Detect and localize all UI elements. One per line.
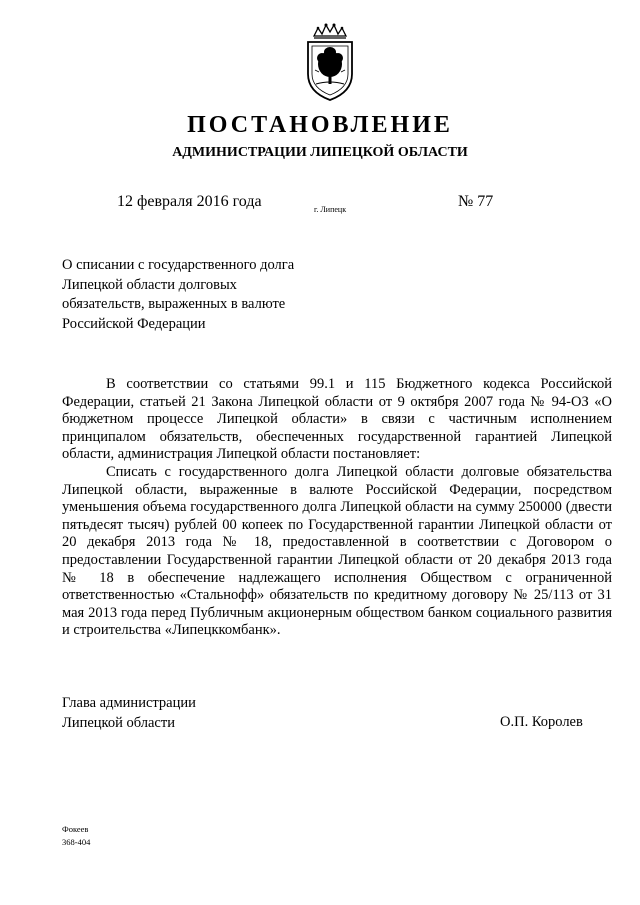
topic-line: обязательств, выраженных в валюте (62, 296, 286, 312)
signatory-position-line: Глава администрации (62, 695, 196, 711)
document-date: 12 февраля 2016 года (117, 193, 262, 210)
topic-line: О списании с государственного долга (62, 257, 295, 273)
executor-name: Фокеев (62, 824, 89, 834)
signatory-position-line: Липецкой области (62, 714, 175, 731)
document-body (62, 376, 612, 640)
body-paragraph-preamble: В соответствии со статьями 99.1 и 115 Бюджетного кодекса Российской Федерации, статьей 21 Закона Липецкой области от 9 октября 2007 года № 94-ОЗ «О бюджетном процессе Липецкой области» в связи с частичным исполнением принципалом обязательств, обеспеченных государственной гарантией Липецкой области, администрация Липецкой области постановляет: (62, 376, 612, 463)
signatory-position (62, 694, 196, 733)
document-topic (62, 256, 352, 334)
document-city: г. Липецк (314, 205, 347, 214)
executor-info (62, 823, 90, 849)
topic-line: Липецкой области долговых (62, 276, 237, 293)
document-number: № 77 (458, 193, 494, 210)
document-title: ПОСТАНОВЛЕНИЕ (187, 112, 453, 138)
topic-line: Российской Федерации (62, 315, 206, 332)
signatory-name: О.П. Королев (500, 714, 583, 730)
coat-of-arms-icon (300, 22, 360, 102)
executor-phone: 368-404 (62, 837, 91, 847)
body-paragraph-resolution: Списать с государственного долга Липецкой области долговые обязательства Липецкой области, выраженные в валюте Российской Федерации, посредством уменьшения объема государственного долга Липецкой области на сумму 250000 (двести пятьдесят тысяч) рублей 00 копеек по Государственной гарантии Липецкой области от 20 декабря 2013 года № 18, предоставленной в соответствии с Договором о предоставлении Государственной гарантии Липецкой области от 20 декабря 2013 года № 18 в обеспечение надлежащего исполнения Обществом с ограниченной ответственностью «Стальнофф» обязательств по кредитному договору № 25/113 от 31 мая 2013 года перед Публичным акционерным обществом банком социального развития и строительства «Липецккомбанк». (62, 463, 612, 639)
document-subtitle: АДМИНИСТРАЦИИ ЛИПЕЦКОЙ ОБЛАСТИ (172, 145, 468, 160)
